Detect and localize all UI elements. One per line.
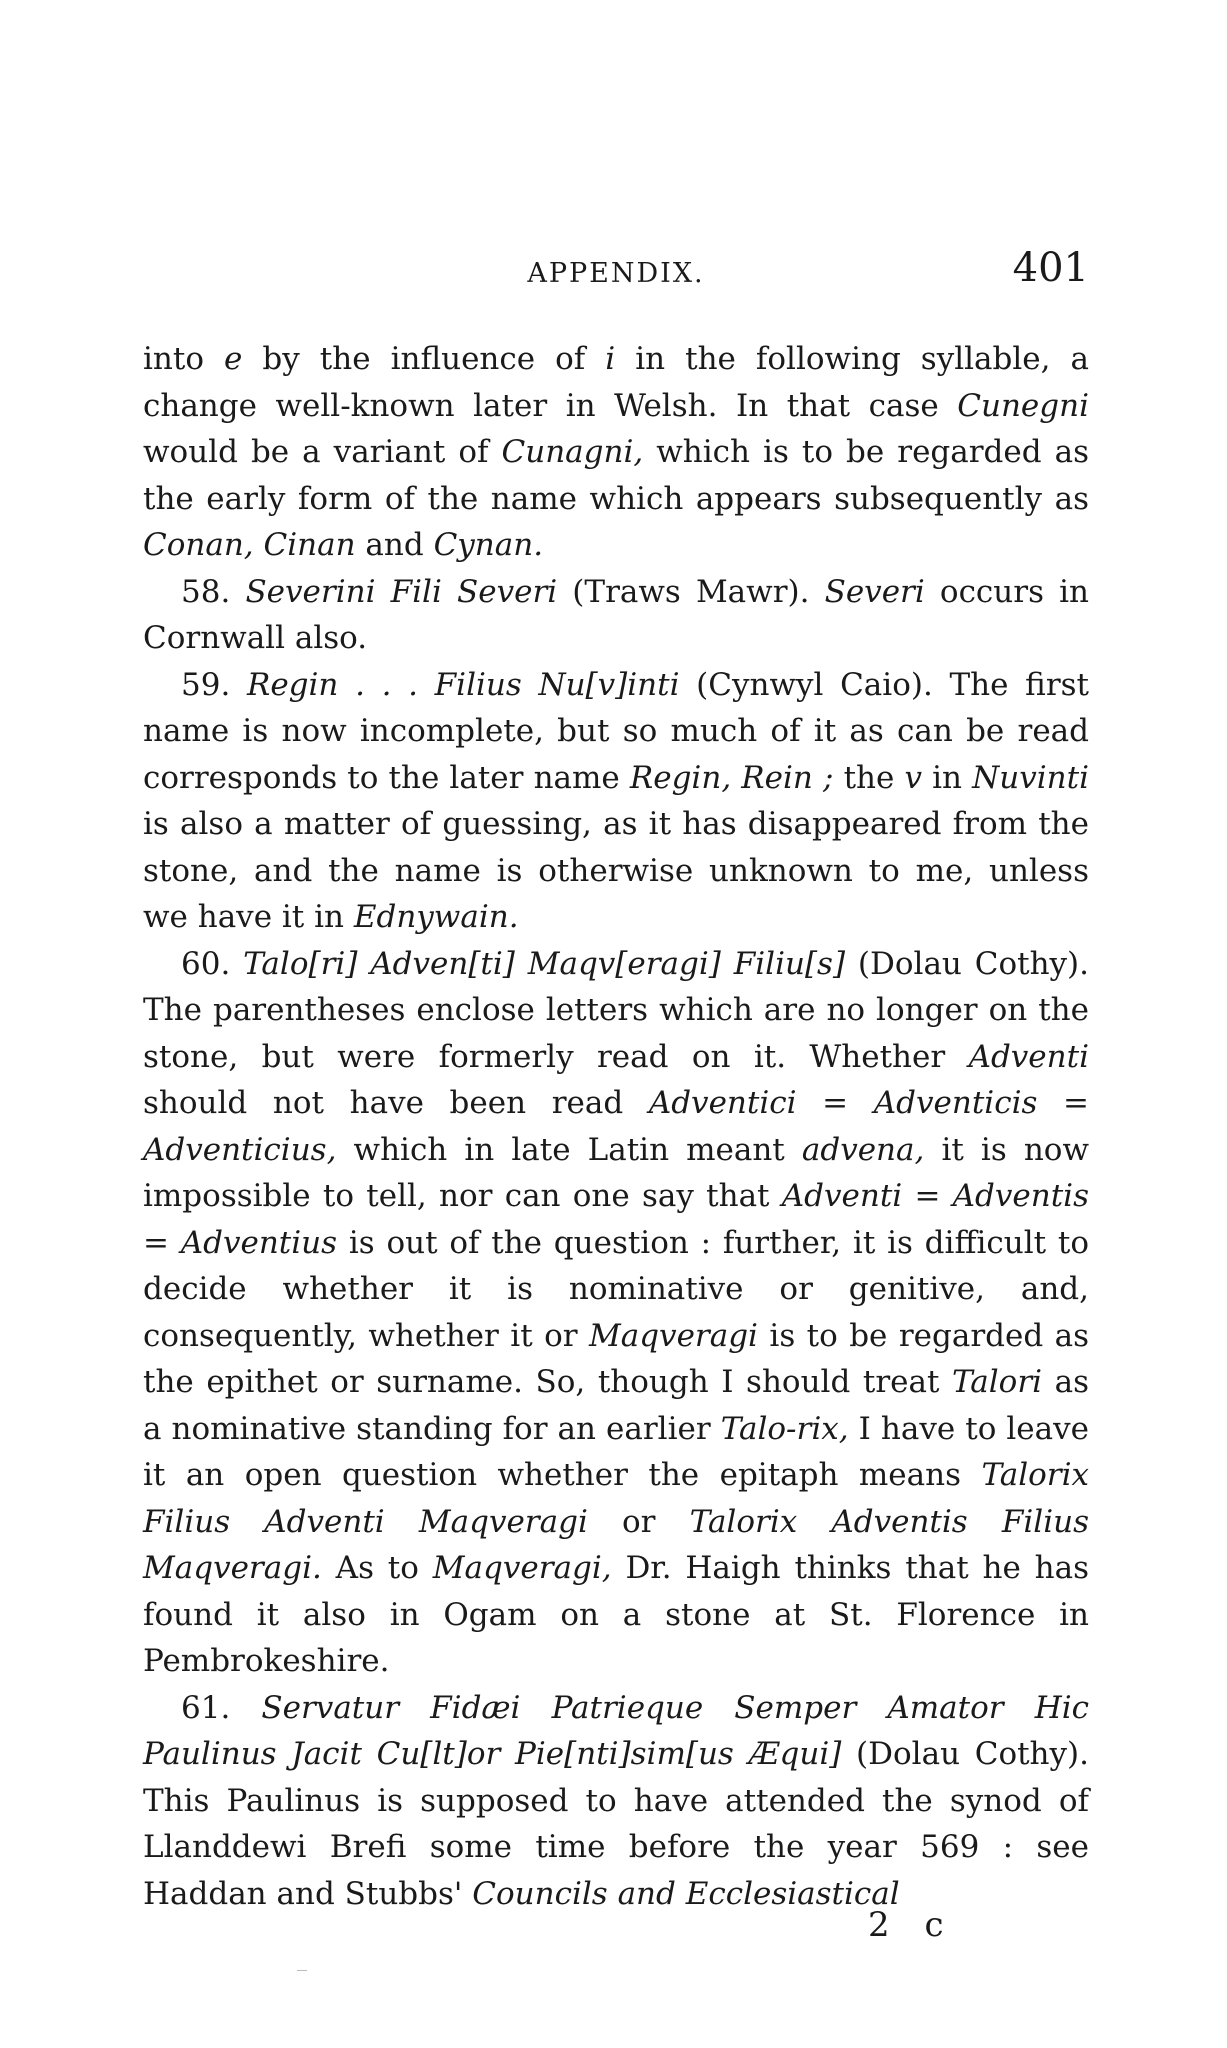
roman-text: and <box>355 527 434 563</box>
italic-text: Cynan. <box>433 527 544 563</box>
italic-text: Regin . . . Filius Nu[v]inti <box>246 666 680 703</box>
italic-text: Talorix Filius Adventi Maqveragi <box>143 1457 1089 1540</box>
roman-text: (Cynwyl Caio). The first name is now incomplete, but so much of it as can be read corresponds to the later name <box>143 666 1090 796</box>
roman-text: occurs in Cornwall also. <box>143 573 1089 656</box>
roman-text: 58. <box>181 573 246 610</box>
italic-text: Talo[ri] Adven[ti] Maqv[eragi] Filiu[s] <box>243 945 846 982</box>
paragraph-item-58 <box>143 569 1089 662</box>
roman-text: (Dolau Cothy). The parentheses enclose letters which are no longer on the stone, but were formerly read on it. Whether <box>143 945 1090 1075</box>
italic-text: Severi <box>824 573 925 610</box>
stray-mark <box>297 1970 307 1971</box>
italic-text: Maqveragi, <box>432 1550 612 1586</box>
roman-text: which is to be regarded as the early form of the name which appears subsequently as <box>143 434 1090 517</box>
paragraph-item-60 <box>143 941 1089 1685</box>
roman-text: 59. <box>181 666 247 703</box>
running-head <box>143 240 1089 300</box>
italic-text: Adventi = Adventis = Adventius <box>143 1178 1090 1261</box>
roman-text: Dr. Haigh thinks that he has found it also in Ogam on a stone at St. Florence in Pembrokeshire. <box>143 1550 1089 1679</box>
italic-text: Cunagni, <box>501 434 644 470</box>
roman-text: 61. <box>181 1689 262 1726</box>
signature-mark: 2 c <box>868 1905 956 1945</box>
italic-text: Councils and Ecclesiastical <box>472 1875 900 1912</box>
roman-text: the <box>833 759 905 796</box>
roman-text: in <box>922 759 973 796</box>
italic-text: Talori <box>951 1364 1043 1400</box>
italic-text: Cunegni <box>957 387 1089 424</box>
roman-text: would be a variant of <box>143 434 502 470</box>
italic-text: Severini Fili Severi <box>245 573 558 610</box>
italic-text: e <box>224 341 243 377</box>
running-title: APPENDIX. <box>527 258 705 289</box>
italic-text: Nuvinti <box>972 759 1090 796</box>
italic-text: Servatur Fidæi Patrieque Semper Amator Hic Paulinus Jacit Cu[lt]or Pie[nti]sim[us Æqui] <box>143 1689 1090 1772</box>
italic-text: Ednywain. <box>353 899 519 935</box>
roman-text: in the following syllable, a change well-known later in Welsh. In that case <box>143 341 1090 424</box>
roman-text: is to be regarded as the epithet or surname. So, though I should treat <box>143 1317 1089 1400</box>
roman-text: is out of the question : further, it is difficult to decide whether it is nominative or genitive, and, consequently, whether it or <box>143 1224 1089 1354</box>
italic-text: advena, <box>801 1131 925 1168</box>
roman-text: 60. <box>181 945 244 982</box>
italic-text: i <box>605 341 616 377</box>
roman-text: I have to leave it an open question whether the epitaph means <box>143 1410 1089 1493</box>
italic-text: Adventi <box>968 1038 1089 1075</box>
paragraph-continuation <box>143 336 1089 569</box>
roman-text: by the influence of <box>242 341 606 377</box>
roman-text: (Dolau Cothy). This Paulinus is supposed to have attended the synod of Llanddewi Brefi some time before the year 569 : see Haddan and Stubbs' <box>143 1736 1089 1912</box>
italic-text: Conan, Cinan <box>143 527 356 563</box>
italic-text: Maqveragi <box>588 1317 758 1354</box>
italic-text: v <box>904 759 922 796</box>
page-number: 401 <box>1012 245 1089 291</box>
italic-text: Talorix Adventis Filius Maqveragi. <box>143 1503 1089 1586</box>
roman-text: should not have been read <box>143 1085 649 1121</box>
roman-text: or <box>587 1503 690 1540</box>
italic-text: Regin, Rein ; <box>629 759 834 796</box>
italic-text: Talo-rix, <box>720 1410 849 1447</box>
roman-text: it is now impossible to tell, nor can one say that <box>143 1131 1090 1214</box>
roman-text: as a nominative standing for an earlier <box>143 1364 1090 1447</box>
italic-text: Adventici = Adventicis = Adventicius, <box>143 1085 1089 1168</box>
roman-text: (Traws Mawr). <box>557 573 825 610</box>
paragraph-item-59 <box>143 662 1089 941</box>
roman-text: which in late Latin meant <box>336 1131 802 1168</box>
roman-text: As to <box>321 1550 433 1586</box>
roman-text: is also a matter of guessing, as it has disappeared from the stone, and the name is otherwise unknown to me, unless we have it in <box>143 806 1089 935</box>
body-text <box>143 336 1089 1917</box>
paragraph-item-61 <box>143 1685 1089 1918</box>
roman-text: into <box>143 341 225 377</box>
